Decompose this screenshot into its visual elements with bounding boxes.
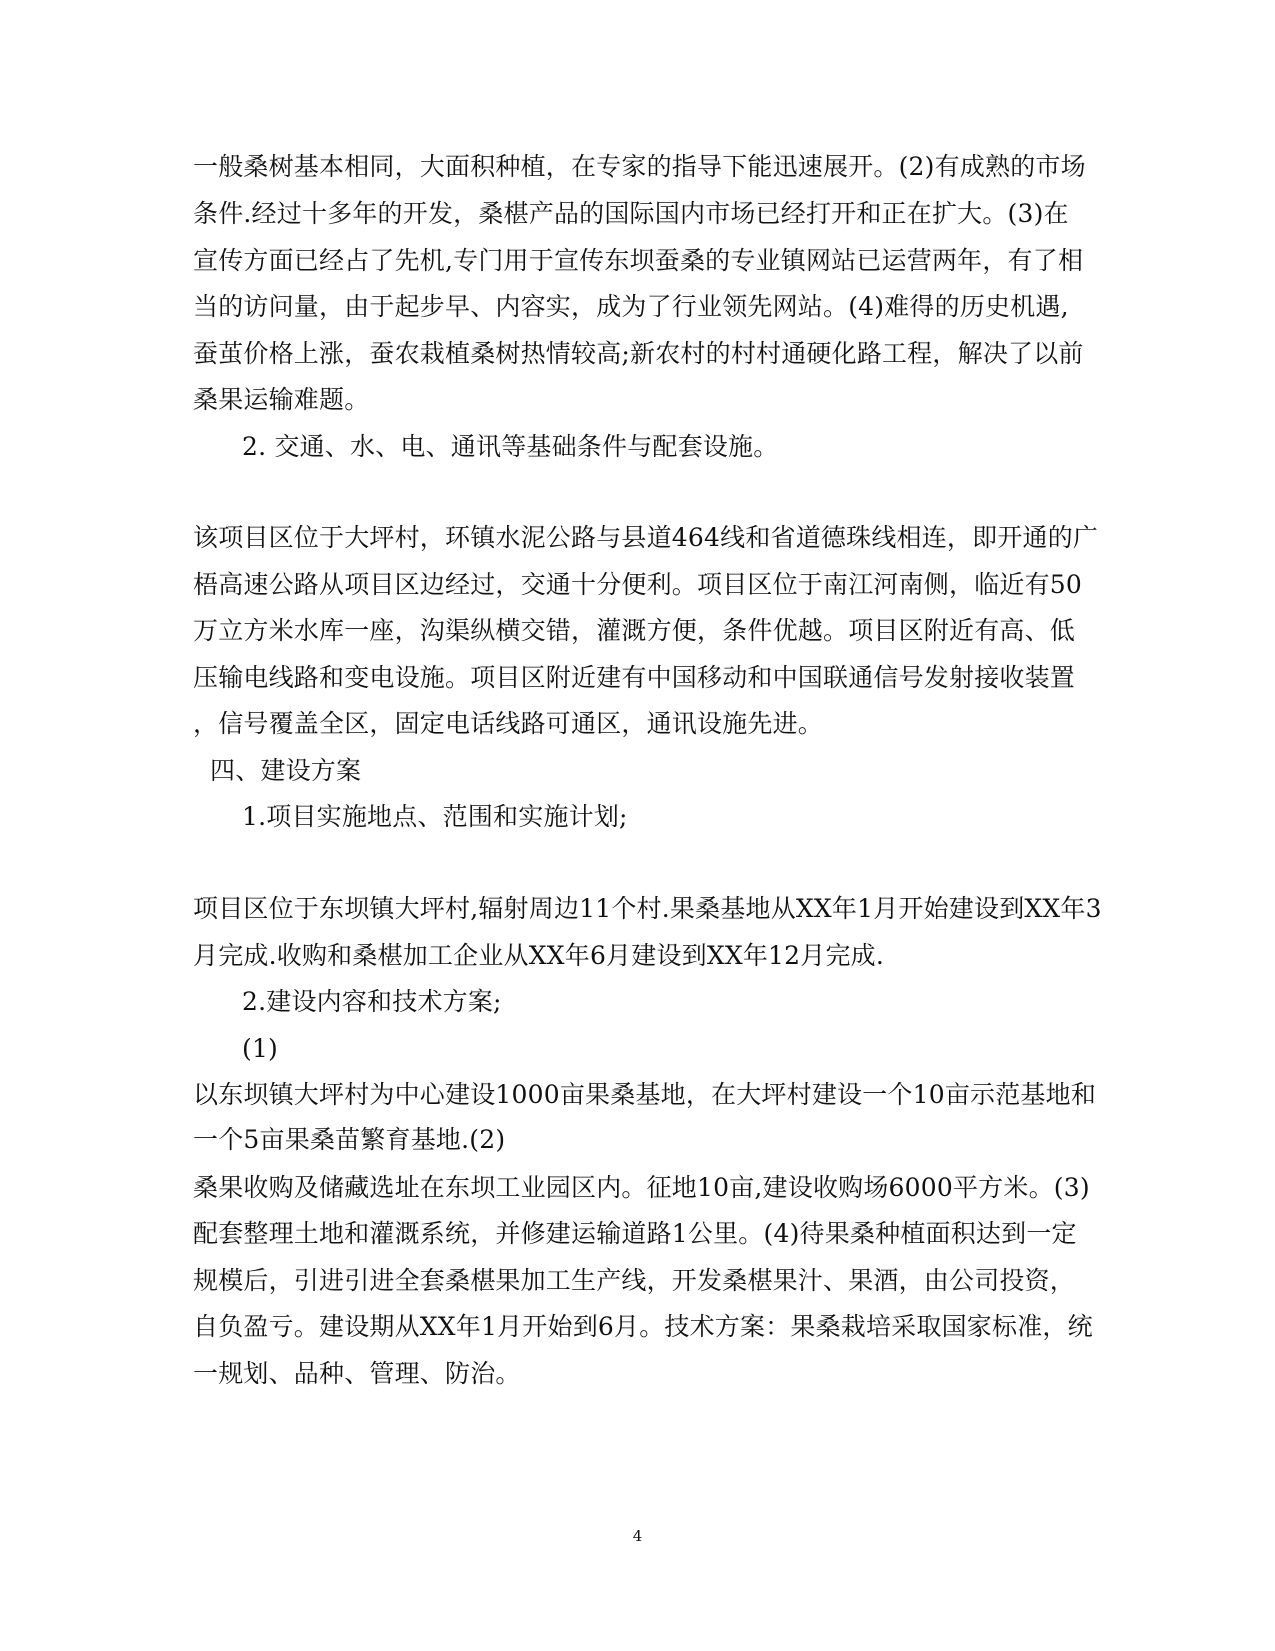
section-heading: 2. 交通、水、电、通讯等基础条件与配套设施。 <box>242 432 779 461</box>
paragraph-line: 以东坝镇大坪村为中心建设1000亩果桑基地，在大坪村建设一个10亩示范基地和 <box>193 1080 1097 1109</box>
paragraph-line: 万立方米水库一座，沟渠纵横交错，灌溉方便，条件优越。项目区附近有高、低 <box>193 616 1076 645</box>
paragraph-line: 桑果收购及储藏选址在东坝工业园区内。征地10亩,建设收购场6000平方米。(3) <box>193 1173 1090 1202</box>
paragraph-line: 规模后，引进引进全套桑椹果加工生产线，开发桑椹果汁、果酒，由公司投资， <box>193 1266 1076 1295</box>
section-heading: 四、建设方案 <box>210 756 362 785</box>
paragraph-line: 条件.经过十多年的开发，桑椹产品的国际国内市场已经打开和正在扩大。(3)在 <box>193 199 1069 228</box>
paragraph-line: 蚕茧价格上涨，蚕农栽植桑树热情较高;新农村的村村通硬化路工程，解决了以前 <box>193 339 1084 368</box>
paragraph-line: ，信号覆盖全区，固定电话线路可通区，通讯设施先进。 <box>193 709 824 738</box>
paragraph-line: 当的访问量，由于起步早、内容实，成为了行业领先网站。(4)难得的历史机遇, <box>193 292 1069 321</box>
subsection-heading: 1.项目实施地点、范围和实施计划; <box>242 802 628 831</box>
subsection-heading: 2.建设内容和技术方案; <box>242 987 502 1016</box>
paragraph-line: 一个5亩果桑苗繁育基地.(2) <box>193 1125 506 1154</box>
paragraph-line: 宣传方面已经占了先机,专门用于宣传东坝蚕桑的专业镇网站已运营两年，有了相 <box>193 246 1084 275</box>
paragraph-line: 压输电线路和变电设施。项目区附近建有中国移动和中国联通信号发射接收装置 <box>193 663 1076 692</box>
paragraph-line: 配套整理土地和灌溉系统，并修建运输道路1公里。(4)待果桑种植面积达到一定 <box>193 1219 1077 1248</box>
paragraph-line: 桑果运输难题。 <box>193 385 370 414</box>
paragraph-line: 该项目区位于大坪村，环镇水泥公路与县道464线和省道德珠线相连，即开通的广 <box>193 523 1099 552</box>
paragraph-line: 项目区位于东坝镇大坪村,辐射周边11个村.果桑基地从XX年1月开始建设到XX年3 <box>193 894 1102 923</box>
paragraph-line: 一规划、品种、管理、防治。 <box>193 1359 521 1388</box>
paragraph-line: 梧高速公路从项目区边经过，交通十分便利。项目区位于南江河南侧，临近有50 <box>193 570 1083 599</box>
list-marker: (1) <box>242 1034 279 1063</box>
page-number: 4 <box>632 1527 643 1545</box>
paragraph-line: 月完成.收购和桑椹加工企业从XX年6月建设到XX年12月完成. <box>193 941 885 970</box>
paragraph-line: 自负盈亏。建设期从XX年1月开始到6月。技术方案：果桑栽培采取国家标准，统 <box>193 1312 1093 1341</box>
paragraph-line: 一般桑树基本相同，大面积种植，在专家的指导下能迅速展开。(2)有成熟的市场 <box>193 152 1086 181</box>
